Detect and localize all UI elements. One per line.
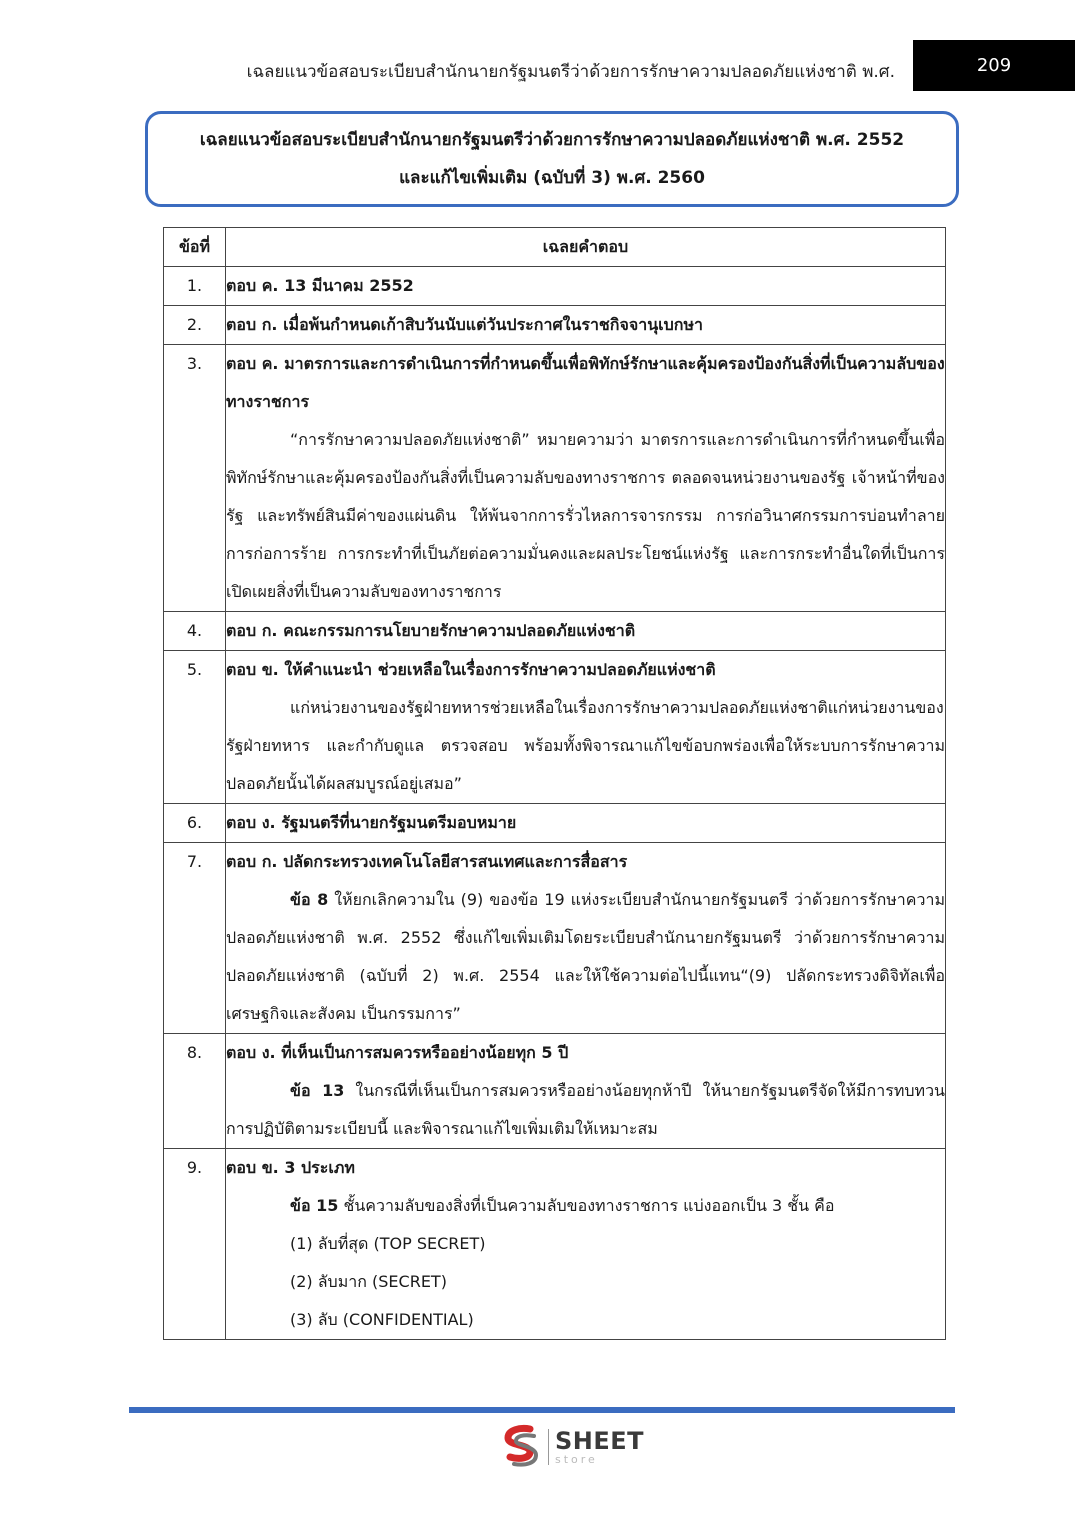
table-row xyxy=(164,345,946,612)
answer-text: ตอบ ก. คณะกรรมการนโยบายรักษาความปลอดภัยแห่งชาติ xyxy=(226,621,636,640)
column-header-answer: เฉลยคำตอบ xyxy=(226,228,946,267)
clause-reference: ข้อ 13 xyxy=(290,1081,345,1100)
row-number: 5. xyxy=(164,651,226,804)
table-row xyxy=(164,1149,946,1340)
explanation-text: ให้ยกเลิกความใน (9) ของข้อ 19 แห่งระเบียบสำนักนายกรัฐมนตรี ว่าด้วยการรักษาความปลอดภัยแห่งชาติ พ.ศ. 2552 ซึ่งแก้ไขเพิ่มเติมโดยระเบียบสำนักนายกรัฐมนตรี ว่าด้วยการรักษาความปลอดภัยแห่งชาติ (ฉบับที่ 2) พ.ศ. 2554 และให้ใช้ความต่อไปนี้แทน“(9) ปลัดกระทรวงดิจิทัลเพื่อเศรษฐกิจและสังคม เป็นกรรมการ” xyxy=(226,890,945,1023)
row-number: 9. xyxy=(164,1149,226,1340)
table-row xyxy=(164,651,946,804)
explanation-paragraph xyxy=(226,1187,945,1225)
sheet-store-logo xyxy=(500,1424,644,1470)
list-item: (1) ลับที่สุด (TOP SECRET) xyxy=(290,1234,486,1253)
document-title-box xyxy=(145,111,959,207)
page-number: 209 xyxy=(913,40,1075,91)
clause-reference: ข้อ 8 xyxy=(290,890,329,909)
logo-divider xyxy=(548,1429,549,1465)
logo-subtext: store xyxy=(555,1453,598,1466)
explanation-text: แก่หน่วยงานของรัฐฝ่ายทหารช่วยเหลือในเรื่องการรักษาความปลอดภัยแห่งชาติแก่หน่วยงานของรัฐฝ่ายทหาร และกำกับดูแล ตรวจสอบ พร้อมทั้งพิจารณาแก้ไขข้อบกพร่องเพื่อให้ระบบการรักษาความปลอดภัยนั้นได้ผลสมบูรณ์อยู่เสมอ” xyxy=(226,698,945,793)
table-row xyxy=(164,843,946,1034)
answer-text: ตอบ ก. เมื่อพ้นกำหนดเก้าสิบวันนับแต่วันประกาศในราชกิจจานุเบกษา xyxy=(226,315,703,334)
answer-text: ตอบ ข. 3 ประเภท xyxy=(226,1158,355,1177)
row-number: 3. xyxy=(164,345,226,612)
explanation-text: ในกรณีที่เห็นเป็นการสมควรหรืออย่างน้อยทุกห้าปี ให้นายกรัฐมนตรีจัดให้มีการทบทวนการปฏิบัติตามระเบียบนี้ และพิจารณาแก้ไขเพิ่มเติมให้เหมาะสม xyxy=(226,1081,945,1138)
table-row xyxy=(164,267,946,306)
explanation-text: “การรักษาความปลอดภัยแห่งชาติ” หมายความว่า มาตรการและการดำเนินการที่กำหนดขึ้นเพื่อพิทักษ์รักษาและคุ้มครองป้องกันสิ่งที่เป็นความลับของทางราชการ ตลอดจนหน่วยงานของรัฐ เจ้าหน้าที่ของรัฐ และทรัพย์สินมีค่าของแผ่นดิน ให้พ้นจากการรั่วไหลการจารกรรม การก่อวินาศกรรมการบ่อนทำลาย การก่อการร้าย การกระทำที่เป็นภัยต่อความมั่นคงและผลประโยชน์แห่งรัฐ และการกระทำอื่นใดที่เป็นการเปิดเผยสิ่งที่เป็นความลับของทางราชการ xyxy=(226,430,945,601)
footer-rule xyxy=(129,1407,955,1413)
answer-text: ตอบ ก. ปลัดกระทรวงเทคโนโลยีสารสนเทศและการสื่อสาร xyxy=(226,852,628,871)
title-line-2: และแก้ไขเพิ่มเติม (ฉบับที่ 3) พ.ศ. 2560 xyxy=(399,168,705,188)
row-number: 6. xyxy=(164,804,226,843)
title-line-1: เฉลยแนวข้อสอบระเบียบสำนักนายกรัฐมนตรีว่าด้วยการรักษาความปลอดภัยแห่งชาติ พ.ศ. 2552 xyxy=(199,130,905,150)
table-row xyxy=(164,612,946,651)
answer-text: ตอบ ค. 13 มีนาคม 2552 xyxy=(226,276,414,295)
table-row xyxy=(164,1034,946,1149)
logo-s-icon xyxy=(500,1424,544,1470)
explanation-paragraph xyxy=(226,881,945,1033)
running-header: เฉลยแนวข้อสอบระเบียบสำนักนายกรัฐมนตรีว่าด้วยการรักษาความปลอดภัยแห่งชาติ พ.ศ. xyxy=(246,62,895,82)
row-number: 8. xyxy=(164,1034,226,1149)
answer-text: ตอบ ข. ให้คำแนะนำ ช่วยเหลือในเรื่องการรักษาความปลอดภัยแห่งชาติ xyxy=(226,660,716,679)
row-number: 7. xyxy=(164,843,226,1034)
answer-text: ตอบ ง. ที่เห็นเป็นการสมควรหรืออย่างน้อยทุก 5 ปี xyxy=(226,1043,569,1062)
table-row xyxy=(164,306,946,345)
list-item: (3) ลับ (CONFIDENTIAL) xyxy=(290,1310,474,1329)
row-number: 2. xyxy=(164,306,226,345)
clause-reference: ข้อ 15 xyxy=(290,1196,339,1215)
explanation-paragraph xyxy=(226,1072,945,1148)
list-item: (2) ลับมาก (SECRET) xyxy=(290,1272,447,1291)
logo-text: SHEET xyxy=(555,1427,645,1455)
column-header-no: ข้อที่ xyxy=(164,228,226,267)
row-number: 1. xyxy=(164,267,226,306)
answer-text: ตอบ ค. มาตรการและการดำเนินการที่กำหนดขึ้นเพื่อพิทักษ์รักษาและคุ้มครองป้องกันสิ่งที่เป็นความลับของทางราชการ xyxy=(226,354,945,411)
table-header-row xyxy=(164,228,946,267)
row-number: 4. xyxy=(164,612,226,651)
answer-table xyxy=(163,227,946,1340)
explanation-text: ชั้นความลับของสิ่งที่เป็นความลับของทางราชการ แบ่งออกเป็น 3 ชั้น คือ xyxy=(338,1196,835,1215)
table-row xyxy=(164,804,946,843)
answer-text: ตอบ ง. รัฐมนตรีที่นายกรัฐมนตรีมอบหมาย xyxy=(226,813,517,832)
